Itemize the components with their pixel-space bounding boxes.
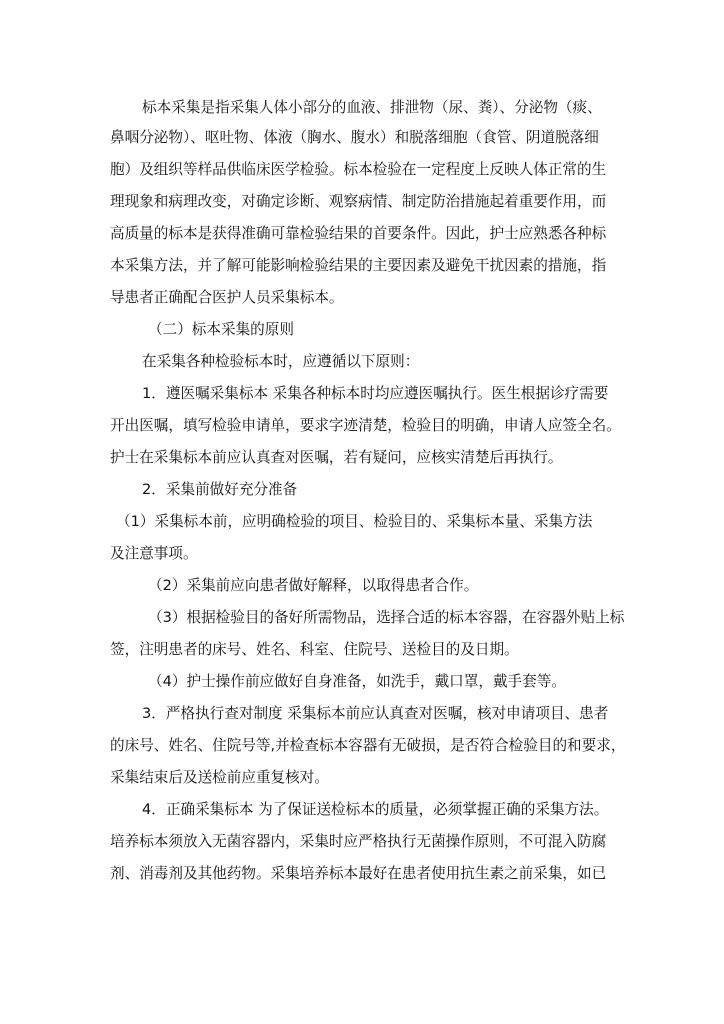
sub-item-line: （2）采集前应向患者做好解释，以取得患者合作。: [148, 577, 479, 594]
paragraph-line: 导患者正确配合医护人员采集标本。: [110, 289, 344, 306]
paragraph-line: 高质量的标本是获得准确可靠检验结果的首要条件。因此，护士应熟悉各种标: [110, 225, 607, 242]
numbered-item-line: 3．严格执行查对制度 采集标本前应认真查对医嘱，核对申请项目、患者: [142, 705, 609, 722]
sub-item-line: （4）护士操作前应做好自身准备，如洗手，戴口罩，戴手套等。: [148, 673, 566, 690]
paragraph-line: 护士在采集标本前应认真查对医嘱，若有疑问，应核实清楚后再执行。: [110, 449, 563, 466]
paragraph-line: 采集结束后及送检前应重复核对。: [110, 769, 329, 786]
paragraph-line: 胞）及组织等样品供临床医学检验。标本检验在一定程度上反映人体正常的生: [110, 161, 607, 178]
paragraph-line: 理现象和病理改变，对确定诊断、观察病情、制定防治措施起着重要作用，而: [110, 193, 607, 210]
paragraph-line: 在采集各种检验标本时，应遵循以下原则：: [142, 353, 420, 370]
paragraph-line: 的床号、姓名、住院号等,并检查标本容器有无破损，是否符合检验目的和要求，: [110, 737, 626, 754]
paragraph-line: 鼻咽分泌物）、呕吐物、体液（胸水、腹水）和脱落细胞（食管、阴道脱落细: [110, 129, 599, 146]
paragraph-line: 剂、消毒剂及其他药物。采集培养标本最好在患者使用抗生素之前采集，如已: [110, 865, 607, 882]
paragraph-line: 开出医嘱，填写检验申请单，要求字迹清楚，检验目的明确，申请人应签全名。: [110, 417, 621, 434]
sub-item-line: （3）根据检验目的备好所需物品，选择合适的标本容器，在容器外贴上标: [148, 609, 625, 626]
paragraph-line: 签，注明患者的床号、姓名、科室、住院号、送检目的及日期。: [110, 641, 519, 658]
numbered-item-line: 1．遵医嘱采集标本 采集各种标本时均应遵医嘱执行。医生根据诊疗需要: [142, 385, 609, 402]
numbered-item-line: 4．正确采集标本 为了保证送检标本的质量，必须掌握正确的采集方法。: [142, 801, 609, 818]
paragraph-line: 标本采集是指采集人体小部分的血液、排泄物（尿、粪）、分泌物（痰、: [142, 99, 602, 116]
sub-item-line: （1）采集标本前，应明确检验的项目、检验目的、采集标本量、采集方法: [116, 513, 593, 530]
paragraph-line: 本采集方法，并了解可能影响检验结果的主要因素及避免干扰因素的措施，指: [110, 257, 607, 274]
numbered-item-line: 2．采集前做好充分准备: [142, 481, 298, 498]
section-heading: （二）标本采集的原则: [148, 321, 294, 338]
paragraph-line: 培养标本须放入无菌容器内，采集时应严格执行无菌操作原则，不可混入防腐: [110, 833, 607, 850]
paragraph-line: 及注意事项。: [110, 545, 198, 562]
